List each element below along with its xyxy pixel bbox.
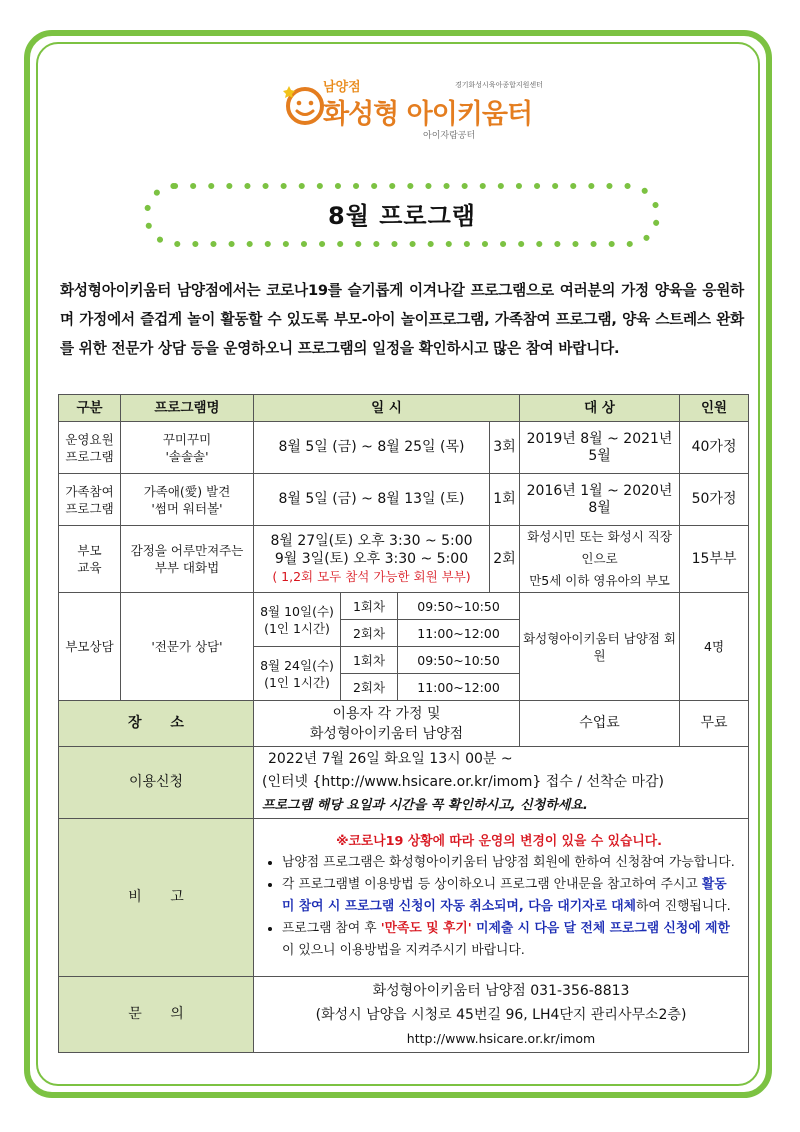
table-row	[59, 526, 749, 593]
row-program: 감정을 어루만져주는 부부 대화법	[121, 526, 254, 593]
logo-org-text: 경기화성시육아종합지원센터	[455, 81, 543, 89]
counsel-day2: 8월 24일(수) (1인 1시간)	[254, 647, 341, 701]
counsel-time: 11:00~12:00	[398, 674, 520, 701]
row-target: 화성시민 또는 화성시 직장인으로 만5세 이하 영유아의 부모	[520, 526, 680, 593]
notes-content: ※코로나19 상황에 따라 운영의 변경이 있을 수 있습니다. • 남양점 프로그램은 화성형아이키움터 남양점 회원에 한하여 신청참여 가능합니다. • 각 프로그램별 이용방법 등 상이하오니 프로그램 안내문을 참고하여 주시고 활동 미 참여 시 프로그램 신청이 자동 취소되며, 다음 대기자로 대체하여 진행됩니다. • 프로그램 참여 후 '만족도 및 후기' 미제출 시 다음 달 전체 프로그램 신청에 제한이 있으니 이용방법을 지켜주시기 바랍니다.	[254, 819, 749, 977]
page-title: 8월 프로그램	[328, 202, 476, 230]
row-date: 8월 5일 (금) ~ 8월 25일 (목)	[254, 422, 490, 474]
smile-logo-icon	[283, 82, 327, 126]
row-date: 8월 27일(토) 오후 3:30 ~ 5:00 9월 3일(토) 오후 3:30 ~ 5:00 ( 1,2회 모두 참석 가능한 회원 부부)	[254, 526, 490, 593]
logo	[283, 76, 553, 142]
contact-label: 문 의	[59, 977, 254, 1053]
row-people: 40가정	[680, 422, 749, 474]
counsel-time: 09:50~10:50	[398, 593, 520, 620]
logo-subtext: 아이자람공터	[423, 131, 476, 141]
contact-info: 화성형아이키움터 남양점 031-356-8813 (화성시 남양읍 시청로 45번길 96, LH4단지 관리사무소2층) http://www.hsicare.or.kr/imom	[254, 977, 749, 1053]
logo-branch: 남양점	[323, 80, 361, 95]
counsel-session: 1회차	[341, 593, 398, 620]
title-box	[143, 182, 661, 248]
fee-label: 수업료	[520, 701, 680, 747]
table-row	[59, 422, 749, 474]
counsel-day1: 8월 10일(수) (1인 1시간)	[254, 593, 341, 647]
intro-paragraph: 화성형아이키움터 남양점에서는 코로나19를 슬기롭게 이겨나갈 프로그램으로 여러분의 가정 양육을 응원하며 가정에서 즐겁게 놀이 활동할 수 있도록 부모-아이 놀이프로그램, 가족참여 프로그램, 양육 스트레스 완화를 위한 전문가 상담 등을 운영하오니 프로그램의 일정을 확인하시고 많은 참여 바랍니다.	[60, 282, 744, 357]
counsel-session: 2회차	[341, 674, 398, 701]
note-item: • 각 프로그램별 이용방법 등 상이하오니 프로그램 안내문을 참고하여 주시고 활동 미 참여 시 프로그램 신청이 자동 취소되며, 다음 대기자로 대체하여 진행됩니다.	[282, 874, 736, 918]
row-program: 가족애(愛) 발견 '썸머 워터볼'	[121, 474, 254, 526]
row-target: 2016년 1월 ~ 2020년 8월	[520, 474, 680, 526]
table-row	[59, 701, 749, 747]
counsel-category: 부모상담	[59, 593, 121, 701]
counsel-time: 09:50~10:50	[398, 647, 520, 674]
apply-label: 이용신청	[59, 747, 254, 819]
row-category: 가족참여 프로그램	[59, 474, 121, 526]
counsel-session: 2회차	[341, 620, 398, 647]
counsel-target: 화성형아이키움터 남양점 회원	[520, 593, 680, 701]
place-label: 장 소	[59, 701, 254, 747]
header-category: 구분	[59, 395, 121, 422]
row-count: 2회	[490, 526, 520, 593]
note-item: • 프로그램 참여 후 '만족도 및 후기' 미제출 시 다음 달 전체 프로그램 신청에 제한이 있으니 이용방법을 지켜주시기 바랍니다.	[282, 918, 736, 962]
row-count: 1회	[490, 474, 520, 526]
table-row	[59, 593, 749, 620]
program-table	[58, 394, 749, 1053]
notes-label: 비 고	[59, 819, 254, 977]
header-program: 프로그램명	[121, 395, 254, 422]
row-people: 15부부	[680, 526, 749, 593]
row-category: 부모 교육	[59, 526, 121, 593]
table-row	[59, 977, 749, 1053]
apply-info: 2022년 7월 26일 화요일 13시 00분 ~ (인터넷 {http://www.hsicare.or.kr/imom} 접수 / 선착순 마감) 프로그램 해당 요일과 시간을 꼭 확인하시고, 신청하세요.	[254, 747, 749, 819]
place-value: 이용자 각 가정 및 화성형아이키움터 남양점	[254, 701, 520, 747]
header-people: 인원	[680, 395, 749, 422]
table-row	[59, 819, 749, 977]
row-category: 운영요원 프로그램	[59, 422, 121, 474]
row-program: 꾸미꾸미 '솔솔솔'	[121, 422, 254, 474]
row-target: 2019년 8월 ~ 2021년 5월	[520, 422, 680, 474]
counsel-time: 11:00~12:00	[398, 620, 520, 647]
counsel-program: '전문가 상담'	[121, 593, 254, 701]
note-item: • 남양점 프로그램은 화성형아이키움터 남양점 회원에 한하여 신청참여 가능합니다.	[282, 852, 736, 874]
header-date: 일 시	[254, 395, 520, 422]
table-row	[59, 474, 749, 526]
counsel-session: 1회차	[341, 647, 398, 674]
counsel-people: 4명	[680, 593, 749, 701]
logo-name: 화성형 아이키움터	[323, 99, 533, 130]
fee-value: 무료	[680, 701, 749, 747]
table-row	[59, 747, 749, 819]
row-people: 50가정	[680, 474, 749, 526]
row-count: 3회	[490, 422, 520, 474]
row-date: 8월 5일 (금) ~ 8월 13일 (토)	[254, 474, 490, 526]
table-header-row	[59, 395, 749, 422]
header-target: 대 상	[520, 395, 680, 422]
